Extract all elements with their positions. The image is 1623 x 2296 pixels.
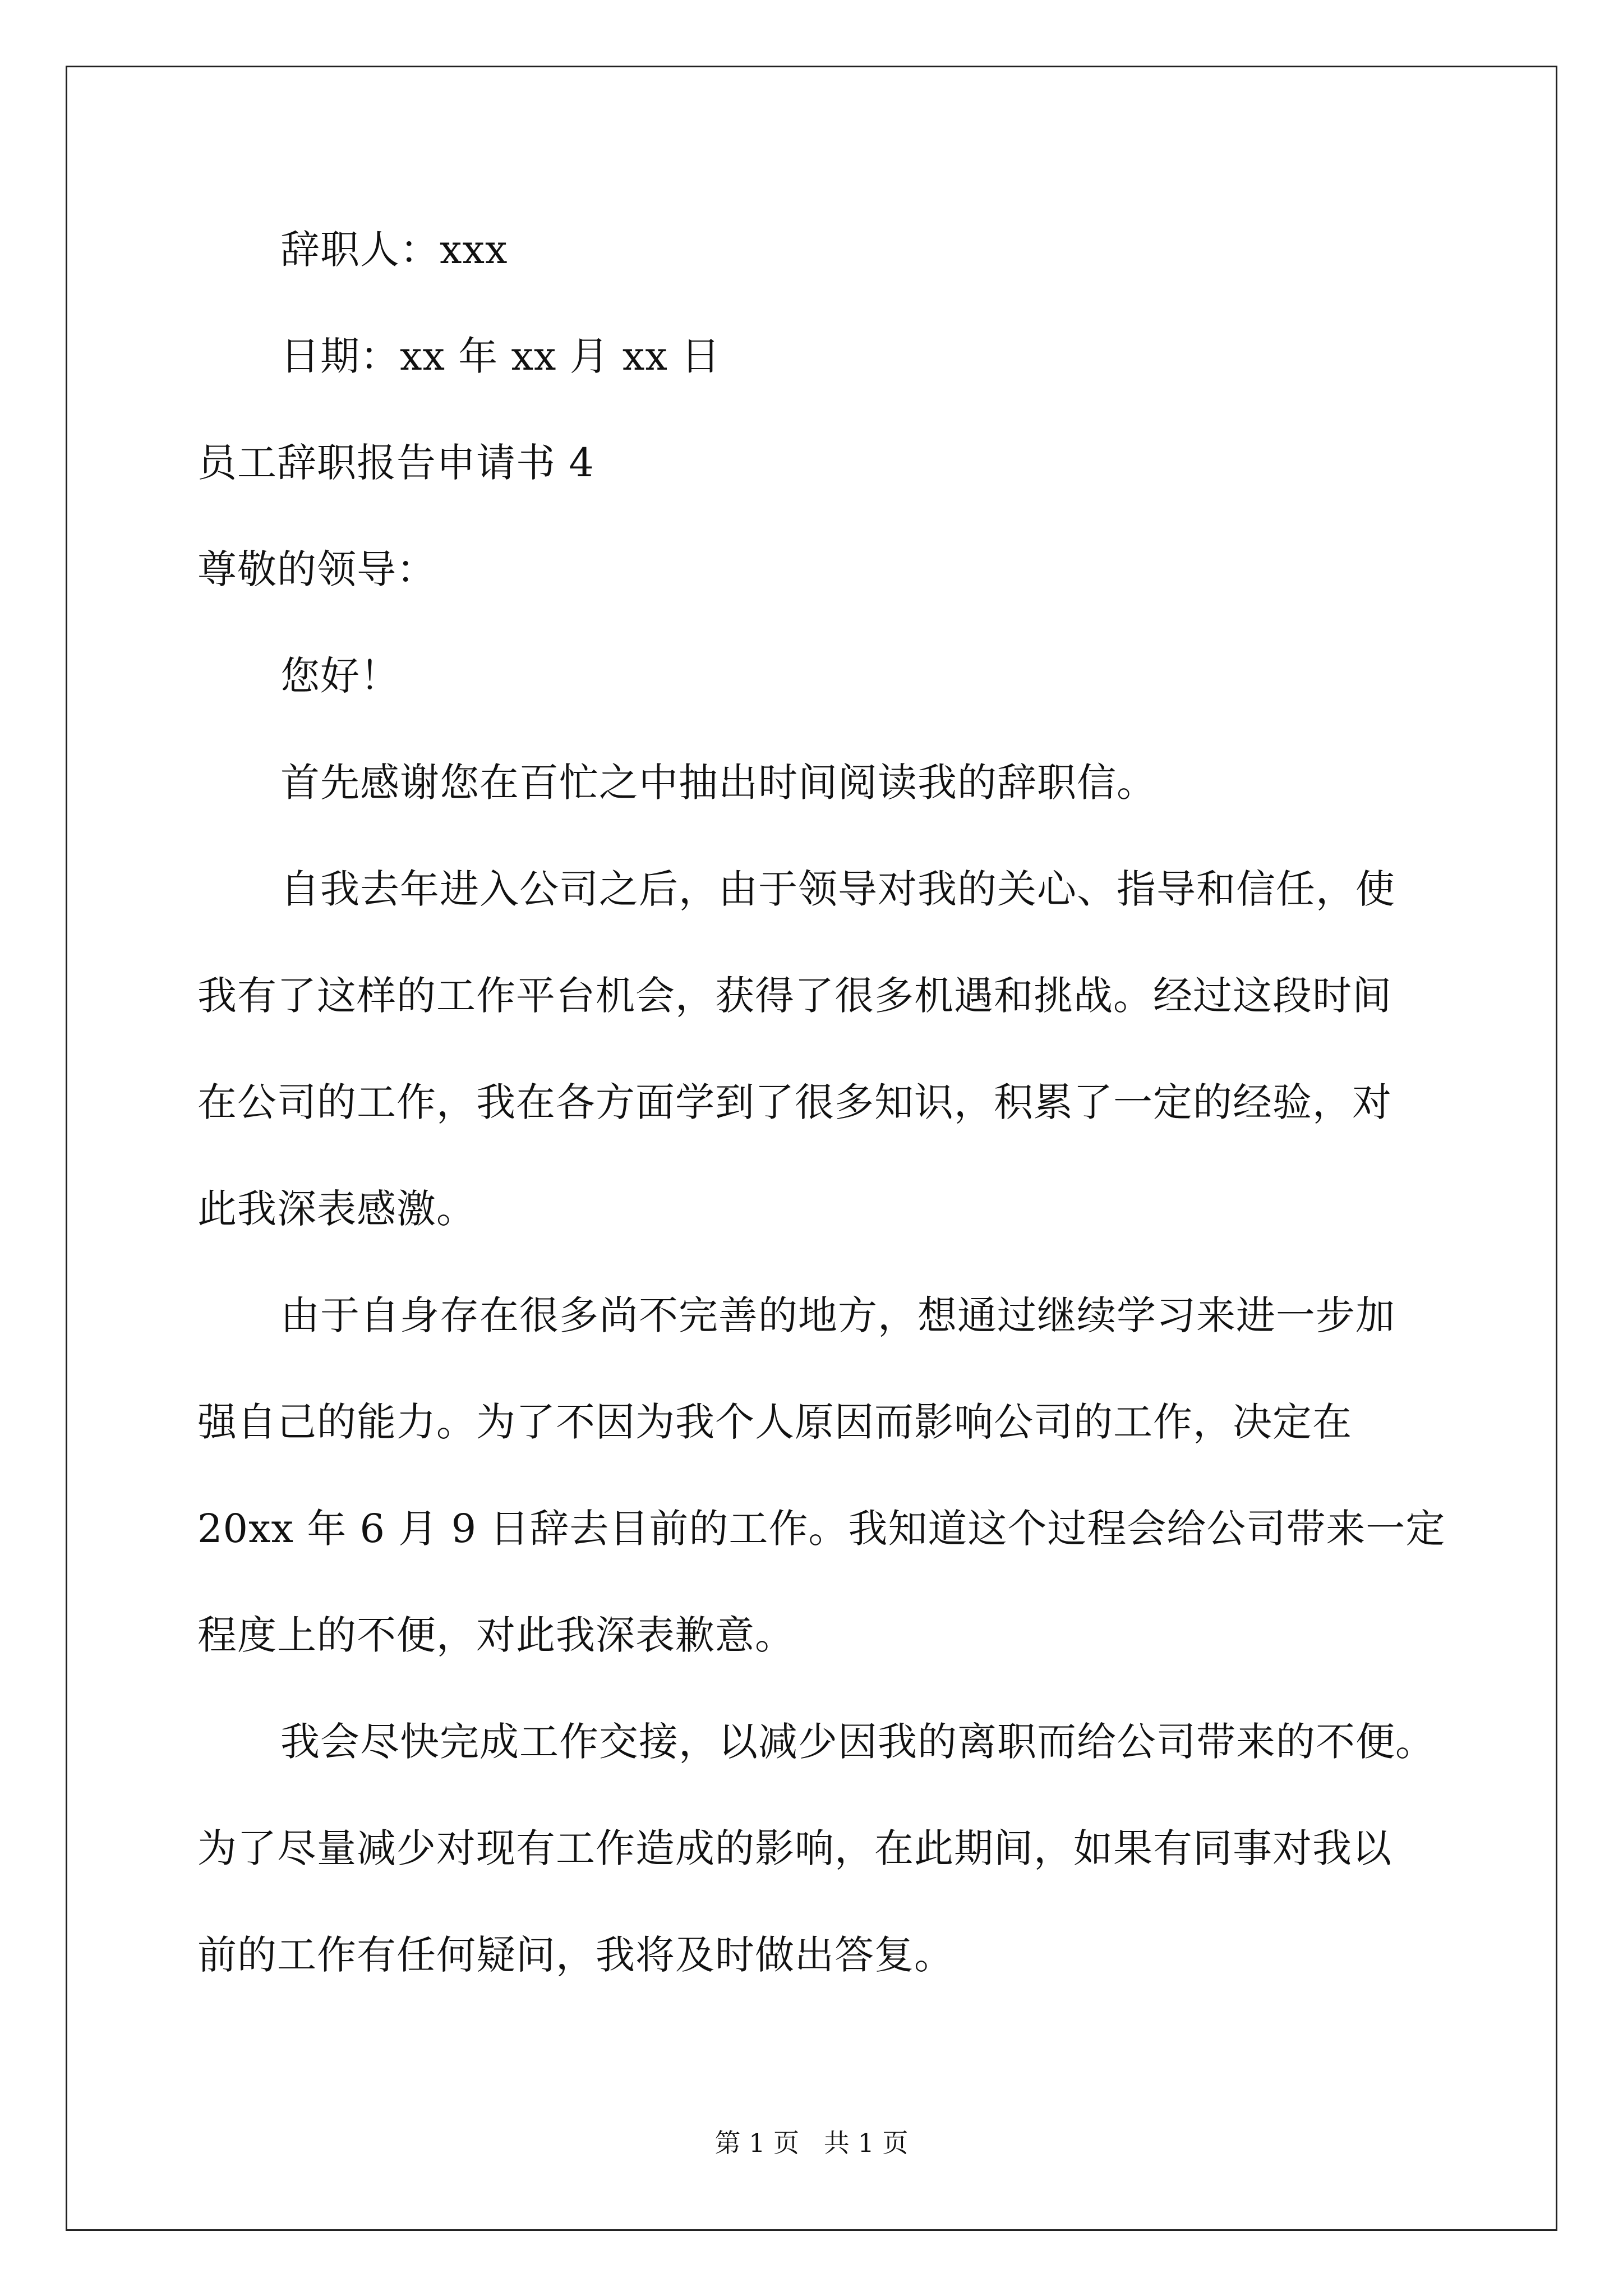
body-line: 我会尽快完成工作交接，以减少因我的离职而给公司带来的不便。: [280, 1719, 1435, 1765]
body-line: 程度上的不便，对此我深表歉意。: [197, 1612, 795, 1658]
body-line: 为了尽量减少对现有工作造成的影响，在此期间，如果有同事对我以: [197, 1825, 1392, 1871]
body-line: 此我深表感激。: [197, 1186, 476, 1232]
letter-title: 员工辞职报告申请书 4: [197, 440, 594, 486]
body-line: 强自己的能力。为了不因为我个人原因而影响公司的工作，决定在: [197, 1399, 1352, 1445]
signer-line: 辞职人：xxx: [280, 227, 508, 273]
page-number-footer: 第 1 页 共 1 页: [714, 2128, 909, 2158]
body-line: 我有了这样的工作平台机会，获得了很多机遇和挑战。经过这段时间: [197, 973, 1392, 1019]
body-line: 20xx 年 6 月 9 日辞去目前的工作。我知道这个过程会给公司带来一定: [197, 1506, 1446, 1552]
body-line: 由于自身存在很多尚不完善的地方，想通过继续学习来进一步加: [280, 1292, 1395, 1338]
date-line: 日期：xx 年 xx 月 xx 日: [280, 333, 721, 379]
body-line: 在公司的工作，我在各方面学到了很多知识，积累了一定的经验，对: [197, 1079, 1392, 1125]
body-line: 前的工作有任何疑问，我将及时做出答复。: [197, 1932, 954, 1978]
greeting: 您好！: [280, 653, 400, 699]
body-line: 首先感谢您在百忙之中抽出时间阅读我的辞职信。: [280, 760, 1156, 806]
body-line: 自我去年进入公司之后，由于领导对我的关心、指导和信任，使: [280, 866, 1395, 912]
salutation: 尊敬的领导：: [197, 546, 436, 592]
